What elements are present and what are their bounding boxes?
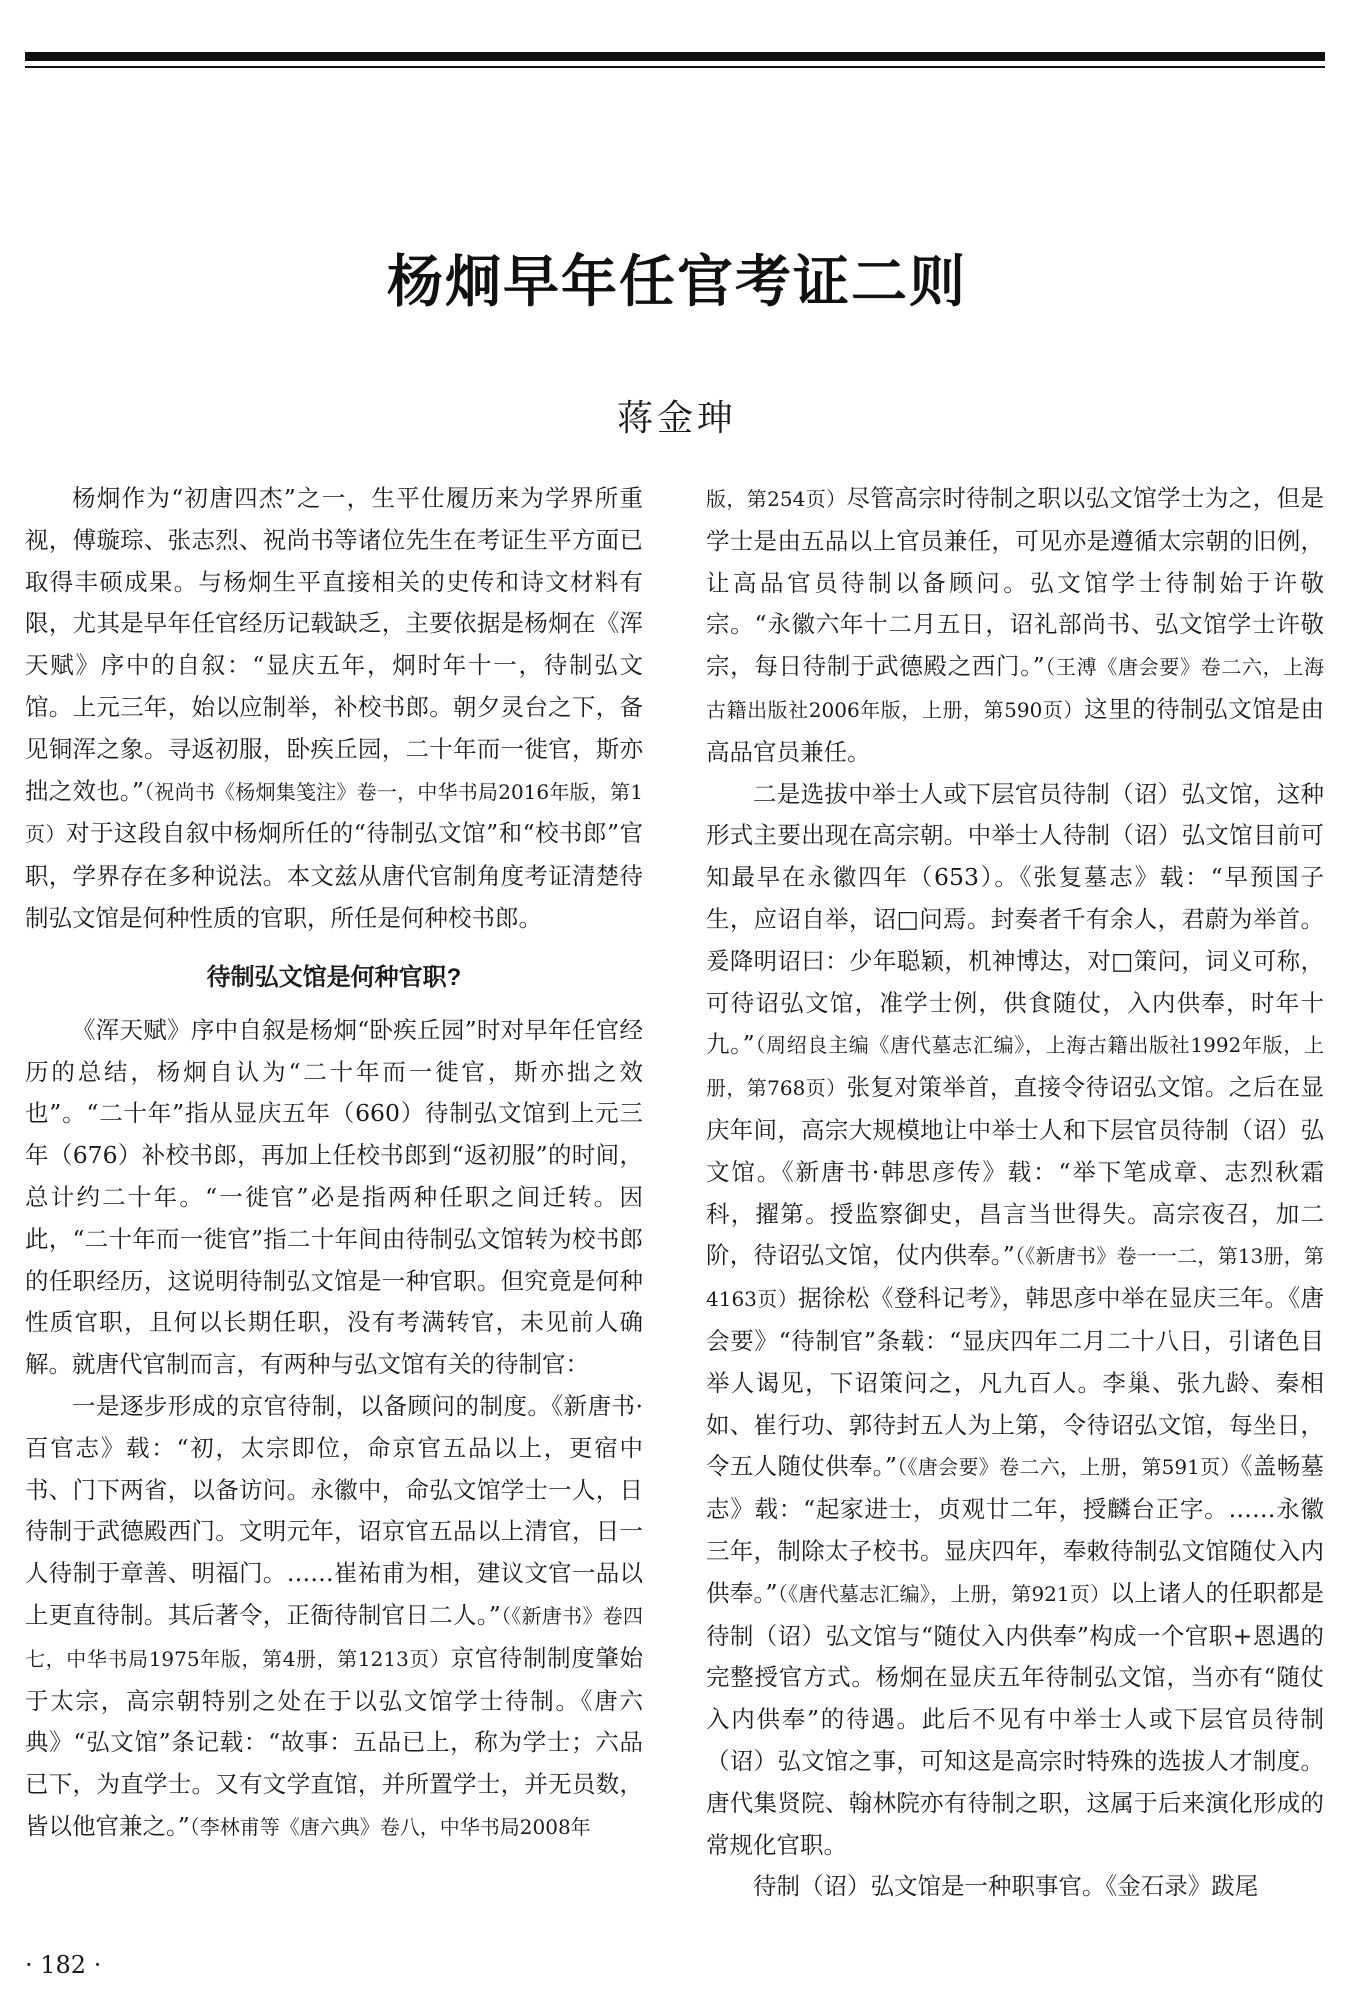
right-column: [706, 478, 1324, 1938]
body-paragraph: [25, 1386, 643, 1849]
body-text: 一是逐步形成的京官待制，以备顾问的制度。《新唐书·百官志》载：“初，太宗即位，命京官五品以上，更宿中书、门下两省，以备访问。永徽中，命弘文馆学士一人，日待制于武德殿西门。文明元年，诏京官五品以上清官，日一人待制于章善、明福门。……崔祐甫为相，建议文官一品以上更直待制。其后著令，正衙待制官日二人。”: [25, 1391, 643, 1629]
body-paragraph: [706, 774, 1324, 1867]
body-paragraph-continued: [706, 478, 1324, 774]
citation-note: （《唐会要》卷二六，上册，第591页）: [896, 1455, 1241, 1480]
header-rule-thick: [25, 52, 1325, 61]
section-heading: 待制弘文馆是何种官职?: [206, 963, 462, 991]
body-paragraph: 《浑天赋》序中自叙是杨炯“卧疾丘园”时对早年任官经历的总结，杨炯自认为“二十年而一徙官，斯亦拙之效也”。“二十年”指从显庆五年（660）待制弘文馆到上元三年（676）补校书郎，再加上任校书郎到“返初服”的时间，总计约二十年。“一徙官”必是指两种任职之间迁转。因此，“二十年而一徙官”指二十年间由待制弘文馆转为校书郎的任职经历，这说明待制弘文馆是一种官职。但究竟是何种性质官职，且何以长期任职，没有考满转官，未见前人确解。就唐代官制而言，有两种与弘文馆有关的待制官：: [25, 1015, 643, 1379]
body-text: 杨炯作为“初唐四杰”之一，生平仕履历来为学界所重视，傅璇琮、张志烈、祝尚书等诸位先生在考证生平方面已取得丰硕成果。与杨炯生平直接相关的史传和诗文材料有限，尤其是早年任官经历记载缺乏，主要依据是杨炯在《浑天赋》序中的自叙：“显庆五年，炯时年十一，待制弘文馆。上元三年，始以应制举，补校书郎。朝夕灵台之下，备见铜浑之象。寻返初服，卧疾丘园，二十年而一徙官，斯亦拙之效也。”: [25, 484, 643, 805]
intro-paragraph: [25, 478, 643, 940]
body-text: 对于这段自叙中杨炯所任的“待制弘文馆”和“校书郎”官职，学界存在多种说法。本文兹从唐代官制角度考证清楚待制弘文馆是何种性质的官职，所任是何种校书郎。: [25, 819, 643, 932]
citation-note: 版，第254页）: [706, 487, 847, 511]
body-paragraph: 待制（诏）弘文馆是一种职事官。《金石录》跋尾: [753, 1872, 1259, 1901]
citation-note: （王溥《唐会要》卷二六，上海古籍出版社2006年版，上册，第590页）: [706, 655, 1324, 722]
body-text: 据徐松《登科记考》，韩思彦中举在显庆三年。《唐会要》“待制官”条载：“显庆四年二月二十八日，引诸色目举人谒见，下诏策问之，凡九百人。李巢、张九龄、秦相如、崔行功、郭待封五人为上第，令待诏弘文馆，每坐日，令五人随仗供奉。”: [706, 1284, 1324, 1481]
body-text: 以上诸人的任职都是待制（诏）弘文馆与“随仗入内供奉”构成一个官职+恩遇的完整授官方式。杨炯在显庆五年待制弘文馆，当亦有“随仗入内供奉”的待遇。此后不见有中举士人或下层官员待制（诏）弘文馆之事，可知这是高宗时特殊的选拔人才制度。唐代集贤院、翰林院亦有待制之职，这属于后来演化形成的常规化官职。: [706, 1578, 1324, 1859]
body-text: 二是选拔中举士人或下层官员待制（诏）弘文馆，这种形式主要出现在高宗朝。中举士人待制（诏）弘文馆目前可知最早在永徽四年（653）。《张复墓志》载：“早预国子生，应诏自举，诏□问焉。封奏者千有余人，君蔚为举首。爰降明诏曰：少年聪颖，机神博达，对□策问，词义可称，可待诏弘文馆，准学士例，供食随仗，入内供奉，时年十九。”: [706, 779, 1324, 1059]
citation-note: （周绍良主编《唐代墓志汇编》，上海古籍出版社1992年版，上册，第768页）: [706, 1033, 1324, 1101]
left-column: [25, 478, 643, 1938]
citation-note: （《新唐书》卷四七，中华书局1975年版，第4册，第1213页）: [25, 1603, 643, 1671]
citation-note: （《唐代墓志汇编》，上册，第921页）: [777, 1581, 1111, 1606]
article-author: 蒋金珅: [616, 398, 737, 439]
page-number: · 182 ·: [25, 1951, 102, 1979]
citation-note: （李林甫等《唐六典》卷八，中华书局2008年: [189, 1814, 591, 1839]
body-text: 这里的待制弘文馆是由高品官员兼任。: [706, 694, 1324, 766]
citation-note: （《新唐书》卷一一二，第13册，第4163页）: [706, 1244, 1324, 1312]
header-rule-thin: [25, 66, 1325, 68]
body-text: 尽管高宗时待制之职以弘文馆学士为之，但是学士是由五品以上官员兼任，可见亦是遵循太宗朝的旧例，让高品官员待制以备顾问。弘文馆学士待制始于许敬宗。“永徽六年十二月五日，诏礼部尚书、弘文馆学士许敬宗，每日待制于武德殿之西门。”: [706, 484, 1324, 681]
body-text: 京官待制制度肇始于太宗，高宗朝特别之处在于以弘文馆学士待制。《唐六典》“弘文馆”条记载：“故事：五品已上，称为学士；六品已下，为直学士。又有文学直馆，并所置学士，并无员数，皆以他官兼之。”: [25, 1643, 643, 1840]
body-text: 《盖畅墓志》载：“起家进士，贞观廿二年，授麟台正字。……永徽三年，制除太子校书。显庆四年，奉敕待制弘文馆随仗入内供奉。”: [706, 1452, 1324, 1607]
article-title: 杨炯早年任官考证二则: [387, 249, 967, 315]
body-text: 张复对策举首，直接令待诏弘文馆。之后在显庆年间，高宗大规模地让中举士人和下层官员待制（诏）弘文馆。《新唐书·韩思彦传》载：“举下笔成章、志烈秋霜科，擢第。授监察御史，昌言当世得失。高宗夜召，加二阶，待诏弘文馆，仗内供奉。”: [706, 1073, 1324, 1270]
citation-note: （祝尚书《杨炯集笺注》卷一，中华书局2016年版，第1页）: [25, 779, 643, 847]
